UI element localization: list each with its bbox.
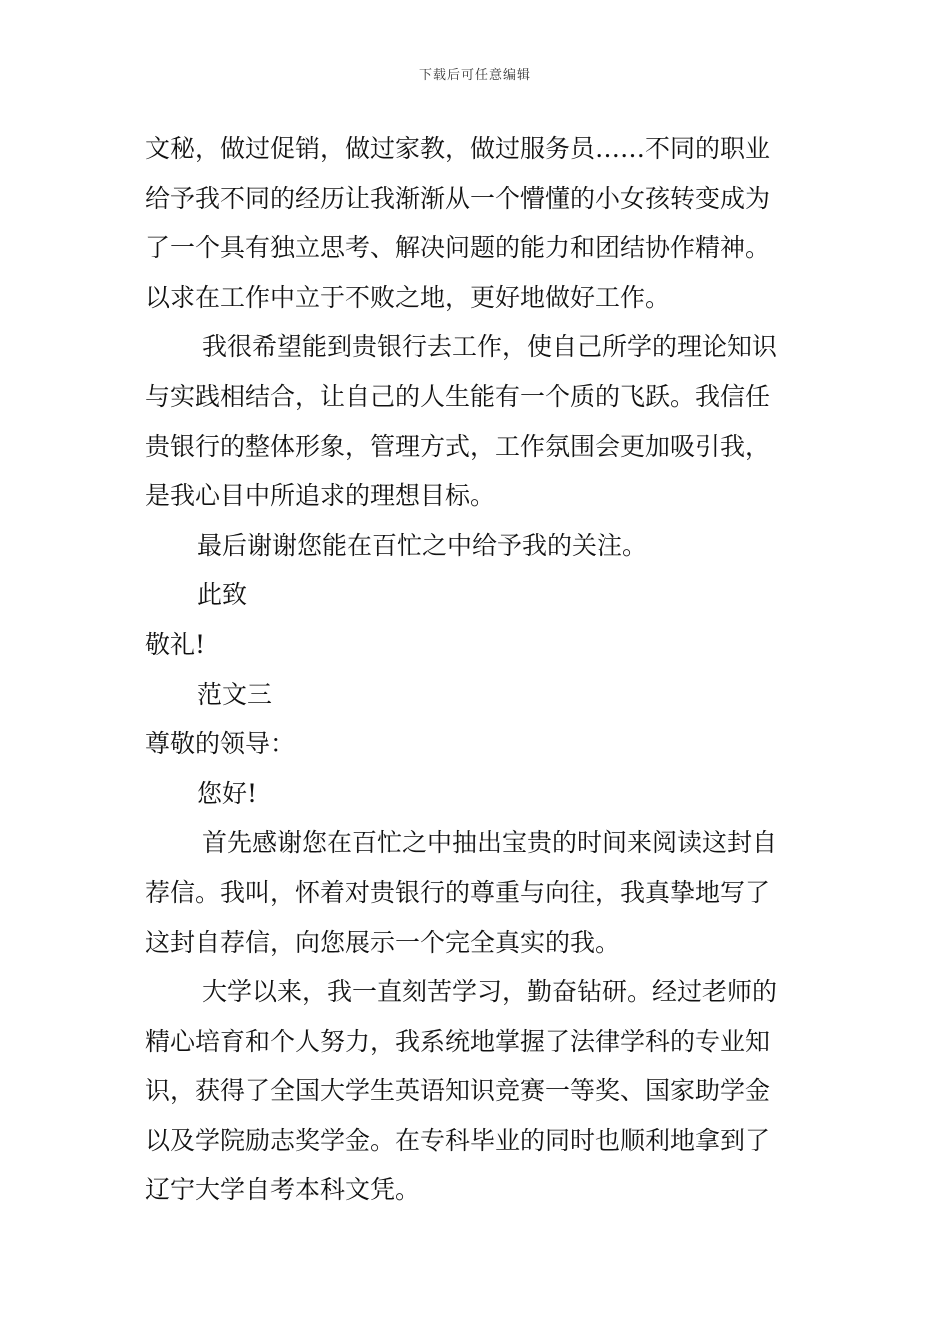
letter-greeting: 您好! xyxy=(197,778,258,808)
text-line: 我很希望能到贵银行去工作，使自己所学的理论知识 xyxy=(202,332,778,362)
text-line: 以及学院励志奖学金。在专科毕业的同时也顺利地拿到了 xyxy=(145,1125,771,1155)
section-title: 范文三 xyxy=(197,679,273,709)
text-line: 辽宁大学自考本科文凭。 xyxy=(145,1175,421,1205)
salutation-regards: 敬礼! xyxy=(145,629,206,659)
salutation-closing: 此致 xyxy=(197,580,248,610)
text-line: 以求在工作中立于不败之地，更好地做好工作。 xyxy=(145,282,671,312)
text-line: 贵银行的整体形象，管理方式，工作氛围会更加吸引我， xyxy=(145,431,771,461)
text-line: 大学以来，我一直刻苦学习，勤奋钻研。经过老师的 xyxy=(202,977,778,1007)
text-line: 精心培育和个人努力，我系统地掌握了法律学科的专业知 xyxy=(145,1026,771,1056)
text-line: 是我心目中所追求的理想目标。 xyxy=(145,481,496,511)
text-line: 与实践相结合，让自己的人生能有一个质的飞跃。我信任 xyxy=(145,381,771,411)
page-header: 下载后可任意编辑 xyxy=(418,68,531,83)
text-line: 文秘，做过促销，做过家教，做过服务员……不同的职业 xyxy=(145,134,771,163)
text-line: 这封自荐信，向您展示一个完全真实的我。 xyxy=(145,927,621,957)
document-body xyxy=(145,124,815,1215)
text-line: 最后谢谢您能在百忙之中给予我的关注。 xyxy=(197,530,648,560)
text-line: 给予我不同的经历让我渐渐从一个懵懂的小女孩转变成为 xyxy=(145,183,771,213)
letter-addressee: 尊敬的领导： xyxy=(145,729,296,759)
text-line: 荐信。我叫，怀着对贵银行的尊重与向往，我真挚地写了 xyxy=(145,877,771,907)
text-line: 识，获得了全国大学生英语知识竞赛一等奖、国家助学金 xyxy=(145,1076,771,1106)
text-line: 首先感谢您在百忙之中抽出宝贵的时间来阅读这封自 xyxy=(202,828,778,858)
text-line: 了一个具有独立思考、解决问题的能力和团结协作精神。 xyxy=(145,233,771,263)
